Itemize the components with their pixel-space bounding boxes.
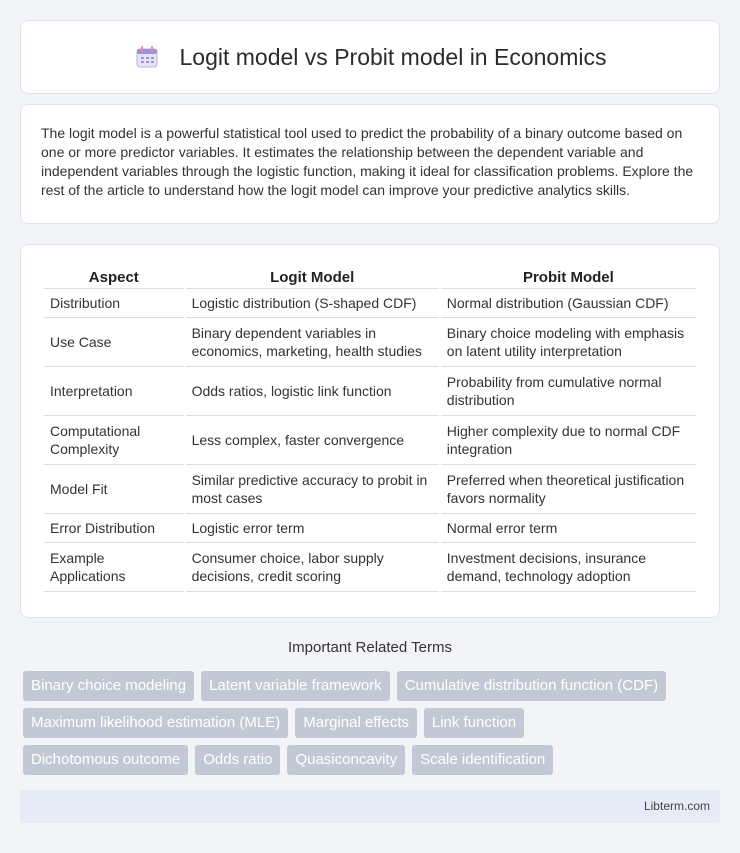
tag-binary-choice-modeling[interactable]: Binary choice modeling [23, 671, 194, 701]
cell-aspect: Computational Complexity [44, 416, 184, 465]
header-aspect: Aspect [44, 267, 184, 289]
intro-paragraph: The logit model is a powerful statistical tool used to predict the probability of a binary outcome based on one or more predictor variables. It estimates the relationship between the dependent variable and independent variables through the logistic function, making it ideal for classification problems. Explore the rest of the article to understand how the logit model can improve your predictive analytics skills. [41, 125, 694, 198]
tag-link-function[interactable]: Link function [424, 708, 524, 738]
footer-brand-link[interactable]: Libterm.com [643, 799, 710, 813]
page-title: Logit model vs Probit model in Economics [179, 43, 607, 70]
table-row [44, 465, 696, 514]
tag-dichotomous-outcome[interactable]: Dichotomous outcome [23, 745, 188, 775]
cell-logit: Logistic distribution (S-shaped CDF) [186, 289, 439, 318]
cell-aspect: Interpretation [44, 367, 184, 416]
table-row [44, 514, 696, 543]
comparison-table [42, 267, 698, 592]
cell-probit: Normal distribution (Gaussian CDF) [441, 289, 696, 318]
calendar-icon [134, 44, 160, 70]
cell-logit: Odds ratios, logistic link function [186, 367, 439, 416]
related-terms-list [23, 671, 723, 782]
cell-aspect: Error Distribution [44, 514, 184, 543]
cell-probit: Investment decisions, insurance demand, technology adoption [441, 543, 696, 592]
tag-latent-variable-framework[interactable]: Latent variable framework [201, 671, 390, 701]
tag-mle[interactable]: Maximum likelihood estimation (MLE) [23, 708, 288, 738]
table-row [44, 318, 696, 367]
cell-logit: Binary dependent variables in economics, marketing, health studies [186, 318, 439, 367]
tag-odds-ratio[interactable]: Odds ratio [195, 745, 280, 775]
table-row [44, 416, 696, 465]
tag-cdf[interactable]: Cumulative distribution function (CDF) [397, 671, 666, 701]
table-row [44, 367, 696, 416]
table-row [44, 543, 696, 592]
tag-scale-identification[interactable]: Scale identification [412, 745, 553, 775]
cell-aspect: Use Case [44, 318, 184, 367]
intro-card [20, 104, 720, 224]
cell-aspect: Model Fit [44, 465, 184, 514]
related-terms-heading: Important Related Terms [288, 639, 452, 656]
comparison-card [20, 244, 720, 618]
cell-logit: Consumer choice, labor supply decisions, credit scoring [186, 543, 439, 592]
cell-aspect: Example Applications [44, 543, 184, 592]
cell-probit: Preferred when theoretical justification favors normality [441, 465, 696, 514]
tag-marginal-effects[interactable]: Marginal effects [295, 708, 417, 738]
cell-probit: Higher complexity due to normal CDF integration [441, 416, 696, 465]
cell-probit: Normal error term [441, 514, 696, 543]
cell-logit: Less complex, faster convergence [186, 416, 439, 465]
cell-aspect: Distribution [44, 289, 184, 318]
tag-quasiconcavity[interactable]: Quasiconcavity [287, 745, 405, 775]
cell-probit: Binary choice modeling with emphasis on latent utility interpretation [441, 318, 696, 367]
cell-logit: Logistic error term [186, 514, 439, 543]
title-card [20, 20, 720, 94]
cell-probit: Probability from cumulative normal distribution [441, 367, 696, 416]
cell-logit: Similar predictive accuracy to probit in most cases [186, 465, 439, 514]
table-row [44, 289, 696, 318]
header-logit: Logit Model [186, 267, 439, 289]
header-probit: Probit Model [441, 267, 696, 289]
footer [20, 790, 720, 823]
